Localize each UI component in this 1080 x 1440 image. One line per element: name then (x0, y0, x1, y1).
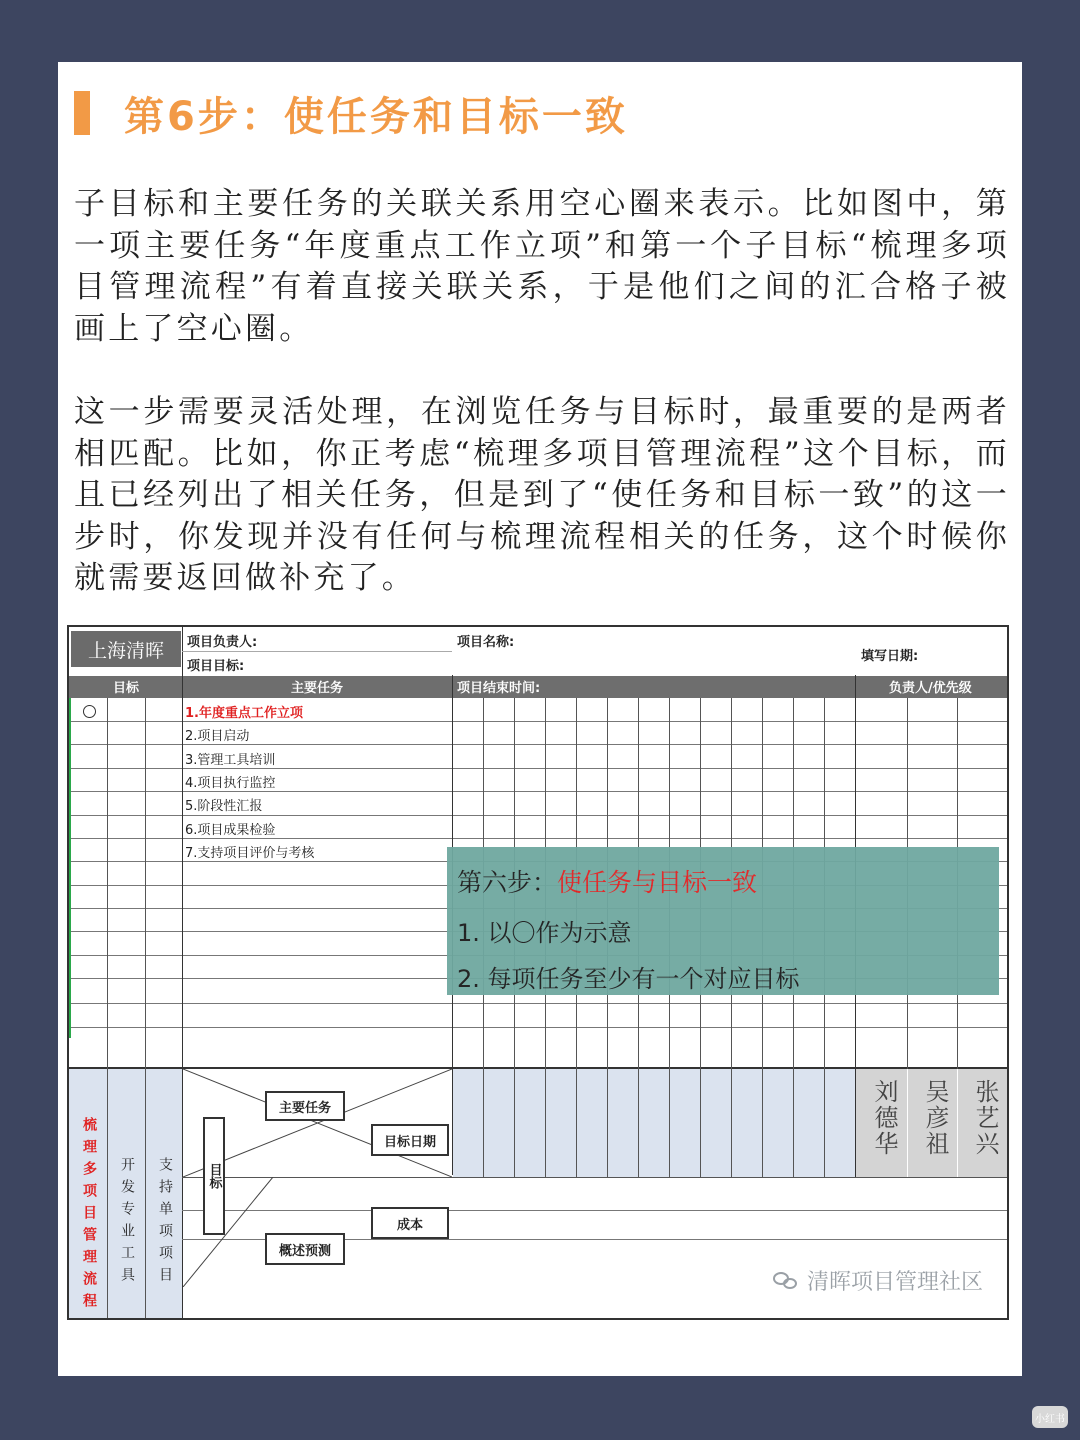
legend-forecast: 概述预测 (265, 1233, 345, 1265)
owner-name: 吴彦祖 (921, 1079, 949, 1157)
task-item: 3.管理工具培训 (185, 753, 276, 768)
task-item: 7.支持项目评价与考核 (185, 846, 315, 861)
task-item: 2.项目启动 (185, 729, 250, 744)
goal-label: 梳理多项目管理流程 (81, 1117, 97, 1315)
wechat-icon (773, 1270, 801, 1292)
callout-item: 1. 以〇作为示意 (457, 919, 632, 947)
task-item: 4.项目执行监控 (185, 776, 276, 791)
page-title: 第6步：使任务和目标一致 (124, 93, 628, 140)
legend-cost: 成本 (371, 1207, 449, 1239)
owner-name: 张艺兴 (971, 1079, 999, 1157)
brand-label: 上海清晖 (71, 631, 181, 667)
task-item: 1.年度重点工作立项 (185, 706, 303, 721)
watermark (773, 1265, 983, 1296)
paragraph-1: 子目标和主要任务的关联关系用空心圈来表示。比如图中，第一项主要任务“年度重点工作立项”和第一个子目标“梳理多项目管理流程”有着直接关联关系，于是他们之间的汇合格子被画上了空心圈。 (74, 186, 1010, 347)
goal-label: 支持单项项目 (157, 1157, 173, 1289)
legend-goal-date: 目标日期 (371, 1124, 449, 1156)
paragraph-2: 这一步需要灵活处理，在浏览任务与目标时，最重要的是两者相匹配。比如，你正考虑“梳理多项目管理流程”这个目标，而且已经列出了相关任务，但是到了“使任务和目标一致”的这一步时，你发现并没有任何与梳理流程相关的任务，这个时候你就需要返回做补充了。 (74, 394, 1010, 596)
legend-goal: 目标 (203, 1117, 225, 1235)
task-item: 5.阶段性汇报 (185, 799, 263, 814)
platform-badge: 小红书 (1032, 1406, 1068, 1428)
column-goal: 目标 (113, 681, 140, 696)
owner-name: 刘德华 (870, 1079, 898, 1157)
callout-title (457, 863, 757, 899)
green-highlight-bar (68, 698, 71, 1038)
task-goal-matrix-sheet (67, 625, 1009, 1320)
column-tasks: 主要任务 (291, 681, 344, 696)
association-circle (83, 705, 96, 718)
column-end-time: 项目结束时间: (457, 681, 541, 696)
project-owner-label: 项目负责人: (187, 635, 258, 650)
fill-date-label: 填写日期: (861, 649, 919, 664)
content-card (58, 62, 1022, 1376)
project-name-label: 项目名称: (457, 635, 515, 650)
column-owner-priority: 负责人/优先级 (889, 681, 972, 696)
goal-label: 开发专业工具 (119, 1157, 135, 1289)
legend-tasks: 主要任务 (265, 1091, 345, 1121)
step-heading (74, 90, 628, 140)
callout-title-prefix: 第六步： (457, 868, 558, 897)
heading-accent-bar (74, 91, 90, 135)
project-goal-label: 项目目标: (187, 659, 245, 674)
watermark-text: 清晖项目管理社区 (806, 1270, 983, 1295)
callout-title-highlight: 使任务与目标一致 (557, 868, 758, 897)
task-item: 6.项目成果检验 (185, 823, 276, 838)
callout-item: 2. 每项任务至少有一个对应目标 (457, 965, 800, 993)
step-six-callout (447, 847, 999, 995)
